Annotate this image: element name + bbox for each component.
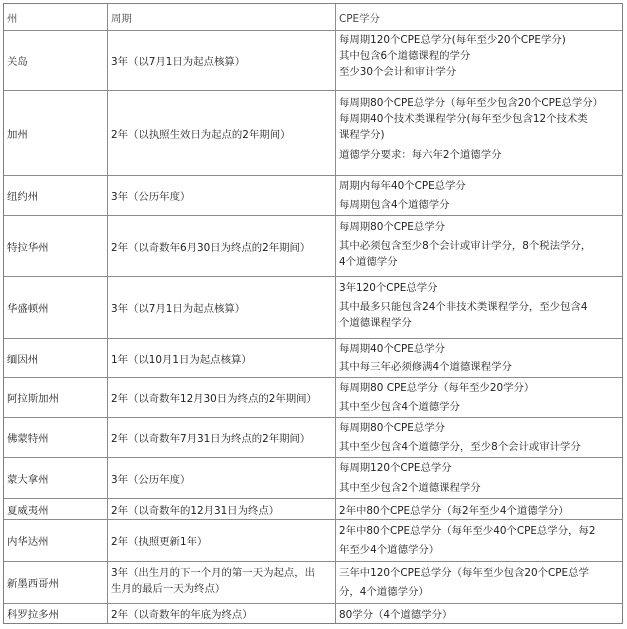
cpe-line: 其中包含6个道德课程的学分 <box>339 50 471 62</box>
state-cell: 纽约州 <box>4 176 108 215</box>
period-cell: 2年（以奇数年7月31日为终点的2年期间） <box>108 418 336 457</box>
cpe-cell <box>336 176 622 215</box>
header-period: 周期 <box>108 4 336 30</box>
period-line: 3年（出生月的下一个月的第一天为起点，出 <box>111 567 316 579</box>
cpe-line: 每周期120个CPE总学分 <box>339 462 452 474</box>
table-row <box>4 31 622 91</box>
period-cell: 3年（以7月1日为起点核算） <box>108 277 336 338</box>
cpe-cell <box>336 216 622 276</box>
state-cell: 缅因州 <box>4 339 108 377</box>
cpe-line: 4个道德学分 <box>339 256 398 268</box>
table-row <box>4 176 622 216</box>
cpe-line: 每周期40个CPE总学分 <box>339 343 446 355</box>
cpe-line: 其中最多只能包含24个非技术类课程学分，至少包含4 <box>339 301 588 313</box>
header-cpe: CPE学分 <box>339 12 380 25</box>
state-cell: 内华达州 <box>4 520 108 561</box>
cpe-cell <box>336 339 622 377</box>
cpe-cell: 80学分（4个道德学分） <box>339 609 453 621</box>
state-cell: 加州 <box>4 91 108 175</box>
table-row <box>4 378 622 418</box>
cpe-line: 每周期80 CPE总学分（每年至少20学分） <box>339 382 535 394</box>
cpe-line: 每周期40个技术类课程学分(每年至少包含12个技术类 <box>339 113 588 125</box>
cpe-line: 课程学分) <box>339 129 385 141</box>
period-cell: 2年（以奇数年6月30日为终点的2年期间） <box>108 216 336 276</box>
cpe-line: 至少30个会计和审计学分 <box>339 66 457 78</box>
cpe-line: 个道德课程学分 <box>339 317 412 329</box>
table-row <box>4 458 622 499</box>
table-row <box>4 339 622 378</box>
cpe-line: 2年中80个CPE总学分（每年至少40个CPE总学分，每2 <box>339 525 596 537</box>
state-cell: 新墨西哥州 <box>4 562 108 603</box>
cpe-cell <box>336 562 622 603</box>
header-row <box>4 4 622 31</box>
table-row <box>4 277 622 339</box>
table-row <box>4 520 622 562</box>
state-cell: 夏威夷州 <box>4 499 108 519</box>
table-row <box>4 91 622 176</box>
cpe-line: 其中至少包含4个道德学分 <box>339 401 460 413</box>
cpe-line: 三年中120个CPE总学分（每年至少包含20个CPE总学 <box>339 567 589 579</box>
state-cell: 关岛 <box>4 31 108 90</box>
table-row <box>4 562 622 604</box>
period-cell: 3年（公历年度） <box>108 458 336 498</box>
state-cell: 华盛顿州 <box>4 277 108 338</box>
cpe-line: 其中每三年必须修满4个道德课程学分 <box>339 361 512 373</box>
period-cell: 3年（以7月1日为起点核算） <box>108 31 336 90</box>
cpe-line: 每周期80个CPE总学分（每年至少包含20个CPE总学分） <box>339 97 604 109</box>
cpe-line: 其中必须包含至少8个会计或审计学分，8个税法学分， <box>339 240 592 252</box>
cpe-requirements-table <box>3 3 623 624</box>
period-cell: 2年（以奇数年的年底为终点） <box>108 604 336 623</box>
period-cell: 2年（以奇数年的12月31日为终点） <box>108 499 336 519</box>
table-row <box>4 604 622 623</box>
cpe-line: 每周期80个CPE总学分 <box>339 422 446 434</box>
state-cell: 蒙大拿州 <box>4 458 108 498</box>
cpe-cell: 2年中80个CPE总学分（每2年至少4个道德学分） <box>339 504 569 517</box>
cpe-line: 每周期80个CPE总学分 <box>339 221 446 233</box>
table-row <box>4 418 622 458</box>
cpe-cell <box>336 31 622 90</box>
cpe-cell <box>336 378 622 417</box>
period-cell: 3年（公历年度） <box>108 176 336 215</box>
cpe-line: 年至少4个道德学分） <box>339 544 440 556</box>
state-cell: 阿拉斯加州 <box>4 378 108 417</box>
cpe-cell <box>336 418 622 457</box>
cpe-line: 每周期120个CPE总学分(每年至少20个CPE学分) <box>339 34 566 46</box>
table-row <box>4 216 622 277</box>
header-state: 州 <box>4 4 108 30</box>
cpe-cell <box>336 458 622 498</box>
state-cell: 佛蒙特州 <box>4 418 108 457</box>
cpe-cell <box>336 277 622 338</box>
cpe-line: 其中至少包含2个道德课程学分 <box>339 482 481 494</box>
cpe-line: 每周期包含4个道德学分 <box>339 199 450 211</box>
state-cell: 特拉华州 <box>4 216 108 276</box>
period-line: 生月的最后一天为终点） <box>111 583 226 595</box>
period-cell <box>108 562 336 603</box>
state-cell: 科罗拉多州 <box>4 604 108 623</box>
period-cell: 1年（以10月1日为起点核算） <box>108 339 336 377</box>
period-cell: 2年（执照更新1年） <box>108 520 336 561</box>
cpe-line: 3年120个CPE总学分 <box>339 282 438 294</box>
period-cell: 2年（以执照生效日为起点的2年期间） <box>108 91 336 175</box>
cpe-line: 其中至少包含4个道德学分，至少8个会计或审计学分 <box>339 441 581 453</box>
cpe-line: 周期内每年40个CPE总学分 <box>339 180 466 192</box>
period-cell: 2年（以奇数年12月30日为终点的2年期间） <box>108 378 336 417</box>
cpe-line: 分，4个道德学分） <box>339 586 429 598</box>
cpe-cell <box>336 520 622 561</box>
cpe-cell <box>336 91 622 175</box>
cpe-line: 道德学分要求：每六年2个道德学分 <box>339 149 502 161</box>
table-row <box>4 499 622 520</box>
